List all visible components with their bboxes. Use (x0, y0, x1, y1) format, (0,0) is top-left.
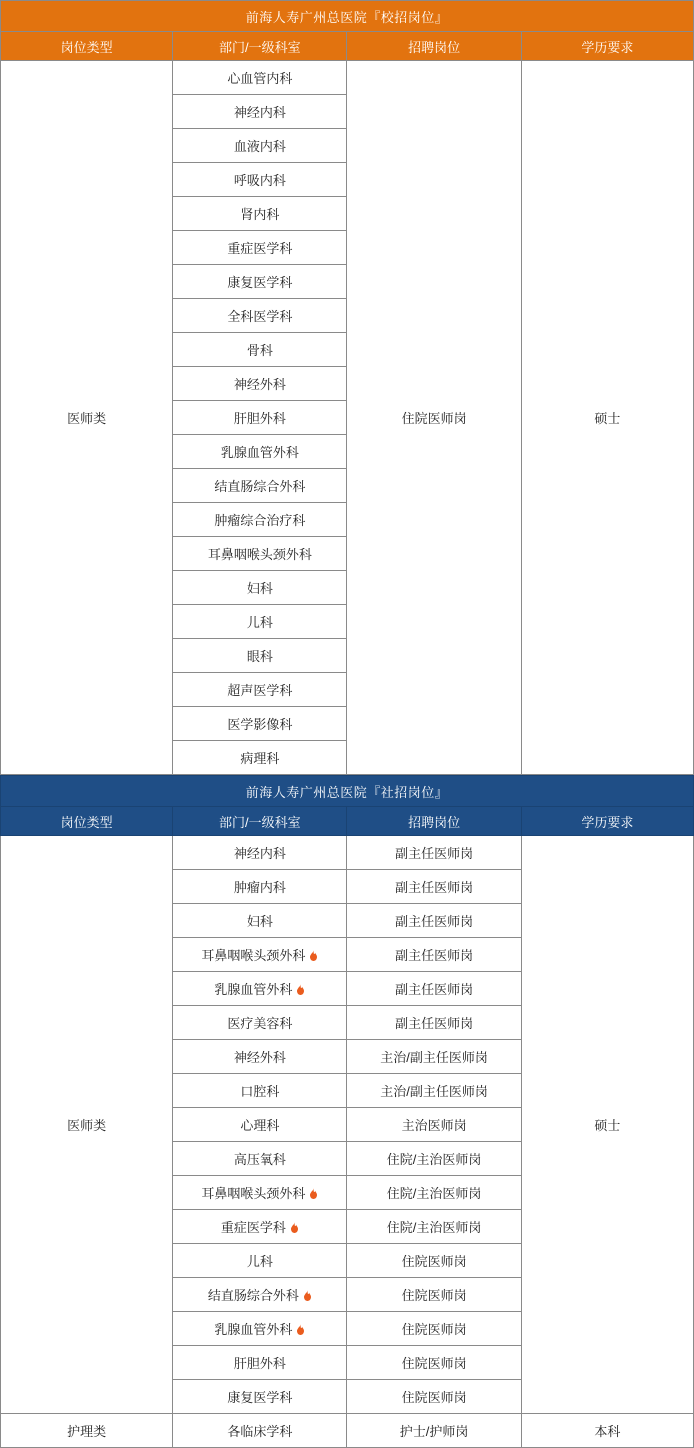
campus-education-cell: 硕士 (521, 61, 693, 775)
campus-department-cell: 肾内科 (173, 197, 347, 231)
department-label: 各临床学科 (227, 1424, 293, 1439)
campus-table-title-row (1, 1, 694, 32)
department-label: 肝胆外科 (233, 1356, 286, 1371)
table-row (1, 61, 694, 95)
header-job-type: 岗位类型 (1, 32, 173, 61)
department-label: 耳鼻咽喉头颈外科 (201, 1186, 306, 1201)
campus-department-cell: 骨科 (173, 333, 347, 367)
social-department-cell (173, 836, 347, 870)
social-department-cell (173, 938, 347, 972)
social-department-cell (173, 1108, 347, 1142)
campus-department-cell: 眼科 (173, 639, 347, 673)
department-label: 高压氧科 (233, 1152, 286, 1167)
campus-department-cell: 康复医学科 (173, 265, 347, 299)
social-department-cell (173, 904, 347, 938)
social-position-cell: 住院医师岗 (347, 1380, 521, 1414)
campus-table-title: 前海人寿广州总医院『校招岗位』 (1, 1, 694, 32)
hot-flame-icon (303, 1290, 312, 1301)
social-recruitment-table (0, 775, 694, 1448)
department-label: 肿瘤内科 (233, 880, 286, 895)
social-position-cell: 副主任医师岗 (347, 1006, 521, 1040)
department-label: 乳腺血管外科 (214, 1322, 293, 1337)
social-department-cell (173, 1312, 347, 1346)
social-department-cell (173, 972, 347, 1006)
social-table-title: 前海人寿广州总医院『社招岗位』 (1, 776, 694, 807)
campus-department-cell: 神经外科 (173, 367, 347, 401)
department-label: 口腔科 (240, 1084, 280, 1099)
department-label: 心理科 (240, 1118, 280, 1133)
department-label: 儿科 (246, 1254, 273, 1269)
department-label: 神经内科 (233, 846, 286, 861)
campus-table-header-row (1, 32, 694, 61)
social-position-cell: 住院医师岗 (347, 1312, 521, 1346)
campus-department-cell: 结直肠综合外科 (173, 469, 347, 503)
department-label: 妇科 (246, 914, 273, 929)
department-label: 重症医学科 (220, 1220, 286, 1235)
social-department-cell (173, 1210, 347, 1244)
social-position-cell: 副主任医师岗 (347, 972, 521, 1006)
header-department: 部门/一级科室 (173, 807, 347, 836)
social-department-cell (173, 1278, 347, 1312)
hot-flame-icon (296, 984, 305, 995)
campus-department-cell: 病理科 (173, 741, 347, 775)
social-table-title-row (1, 776, 694, 807)
department-label: 耳鼻咽喉头颈外科 (201, 948, 306, 963)
social-department-cell (173, 1176, 347, 1210)
campus-department-cell: 儿科 (173, 605, 347, 639)
social-department-cell (173, 1346, 347, 1380)
social-position-cell: 住院医师岗 (347, 1244, 521, 1278)
hot-flame-icon (309, 950, 318, 961)
social-position-cell: 护士/护师岗 (347, 1414, 521, 1448)
department-label: 结直肠综合外科 (207, 1288, 299, 1303)
campus-job-type-cell: 医师类 (1, 61, 173, 775)
social-position-cell: 住院医师岗 (347, 1346, 521, 1380)
social-position-cell: 住院/主治医师岗 (347, 1142, 521, 1176)
social-education-cell: 本科 (521, 1414, 693, 1448)
campus-department-cell: 医学影像科 (173, 707, 347, 741)
table-row (1, 1414, 694, 1448)
hot-flame-icon (309, 1188, 318, 1199)
social-education-cell: 硕士 (521, 836, 693, 1414)
campus-department-cell: 心血管内科 (173, 61, 347, 95)
table-row (1, 836, 694, 870)
campus-department-cell: 耳鼻咽喉头颈外科 (173, 537, 347, 571)
social-job-type-cell: 医师类 (1, 836, 173, 1414)
hot-flame-icon (296, 1324, 305, 1335)
campus-position-cell: 住院医师岗 (347, 61, 521, 775)
social-position-cell: 住院医师岗 (347, 1278, 521, 1312)
campus-department-cell: 呼吸内科 (173, 163, 347, 197)
header-education: 学历要求 (521, 32, 693, 61)
department-label: 神经外科 (233, 1050, 286, 1065)
social-table-header-row (1, 807, 694, 836)
campus-department-cell: 重症医学科 (173, 231, 347, 265)
social-department-cell (173, 1414, 347, 1448)
campus-department-cell: 神经内科 (173, 95, 347, 129)
department-label: 乳腺血管外科 (214, 982, 293, 997)
social-department-cell (173, 1380, 347, 1414)
social-position-cell: 副主任医师岗 (347, 870, 521, 904)
campus-department-cell: 乳腺血管外科 (173, 435, 347, 469)
campus-department-cell: 肝胆外科 (173, 401, 347, 435)
campus-department-cell: 血液内科 (173, 129, 347, 163)
social-department-cell (173, 1074, 347, 1108)
header-position: 招聘岗位 (347, 32, 521, 61)
social-position-cell: 主治/副主任医师岗 (347, 1074, 521, 1108)
campus-department-cell: 全科医学科 (173, 299, 347, 333)
social-department-cell (173, 1244, 347, 1278)
social-department-cell (173, 1040, 347, 1074)
header-education: 学历要求 (521, 807, 693, 836)
social-position-cell: 住院/主治医师岗 (347, 1210, 521, 1244)
social-position-cell: 副主任医师岗 (347, 938, 521, 972)
campus-department-cell: 肿瘤综合治疗科 (173, 503, 347, 537)
header-position: 招聘岗位 (347, 807, 521, 836)
social-job-type-cell: 护理类 (1, 1414, 173, 1448)
hot-flame-icon (290, 1222, 299, 1233)
social-position-cell: 主治/副主任医师岗 (347, 1040, 521, 1074)
header-department: 部门/一级科室 (173, 32, 347, 61)
campus-department-cell: 超声医学科 (173, 673, 347, 707)
social-department-cell (173, 1006, 347, 1040)
header-job-type: 岗位类型 (1, 807, 173, 836)
department-label: 医疗美容科 (227, 1016, 293, 1031)
social-department-cell (173, 870, 347, 904)
social-position-cell: 副主任医师岗 (347, 904, 521, 938)
social-position-cell: 主治医师岗 (347, 1108, 521, 1142)
social-position-cell: 住院/主治医师岗 (347, 1176, 521, 1210)
campus-department-cell: 妇科 (173, 571, 347, 605)
social-position-cell: 副主任医师岗 (347, 836, 521, 870)
department-label: 康复医学科 (227, 1390, 293, 1405)
social-department-cell (173, 1142, 347, 1176)
